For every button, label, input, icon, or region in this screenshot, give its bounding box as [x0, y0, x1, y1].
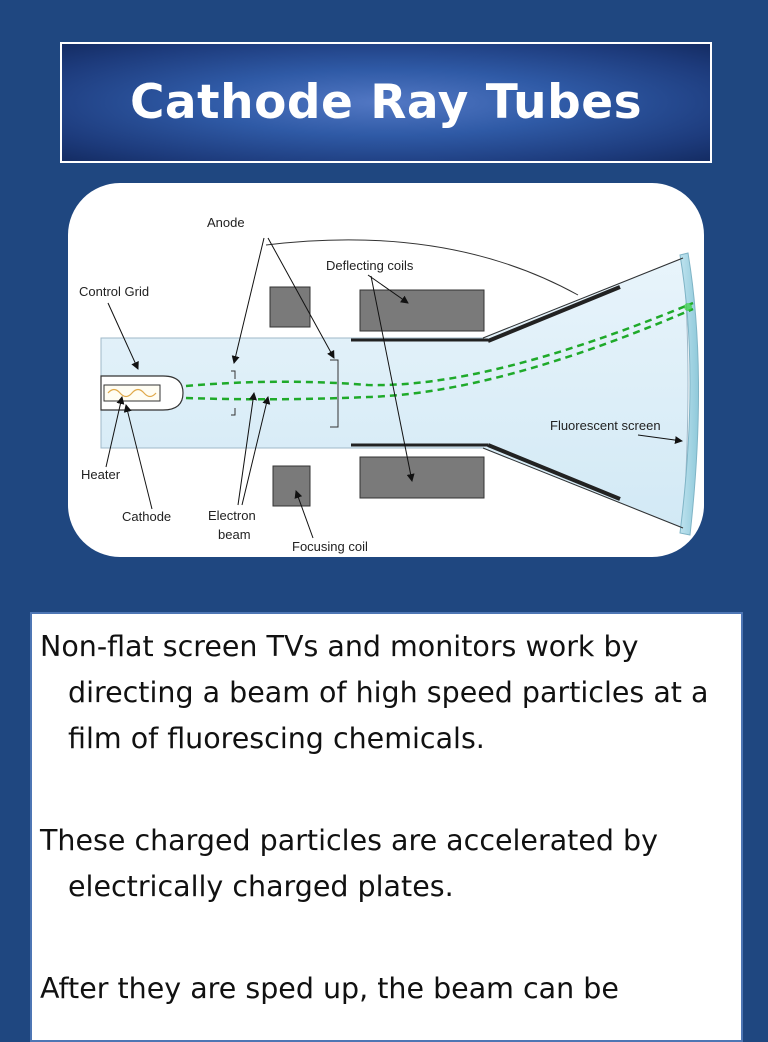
deflecting-coil-top [360, 290, 484, 331]
paragraph-2: These charged particles are accelerated by electrically charged plates. [40, 824, 658, 903]
focusing-coil-block [273, 466, 310, 506]
title-banner [60, 42, 712, 163]
body-text-box [30, 612, 743, 1042]
label-fluorescent-screen: Fluorescent screen [550, 418, 661, 433]
label-electron-beam-line1: Electron [208, 508, 256, 523]
envelope-curve [266, 240, 578, 295]
label-cathode: Cathode [122, 509, 172, 524]
label-control-grid: Control Grid [79, 284, 150, 299]
crt-diagram-svg [68, 183, 704, 557]
crt-diagram [68, 183, 704, 557]
paragraph-1: Non-flat screen TVs and monitors work by directing a beam of high speed particles at a film of fluorescing chemicals. [40, 630, 709, 755]
label-anode: Anode [207, 215, 245, 230]
beam-spot [684, 303, 692, 311]
label-deflecting-coils: Deflecting coils [326, 258, 414, 273]
label-electron-beam-line2: beam [218, 527, 251, 542]
anode-block-top [270, 287, 310, 327]
slide-title: Cathode Ray Tubes [129, 75, 643, 130]
label-heater: Heater [81, 467, 121, 482]
paragraph-3: After they are sped up, the beam can be [40, 972, 619, 1005]
deflecting-coil-bottom [360, 457, 484, 498]
label-focusing-coil: Focusing coil [292, 539, 368, 554]
